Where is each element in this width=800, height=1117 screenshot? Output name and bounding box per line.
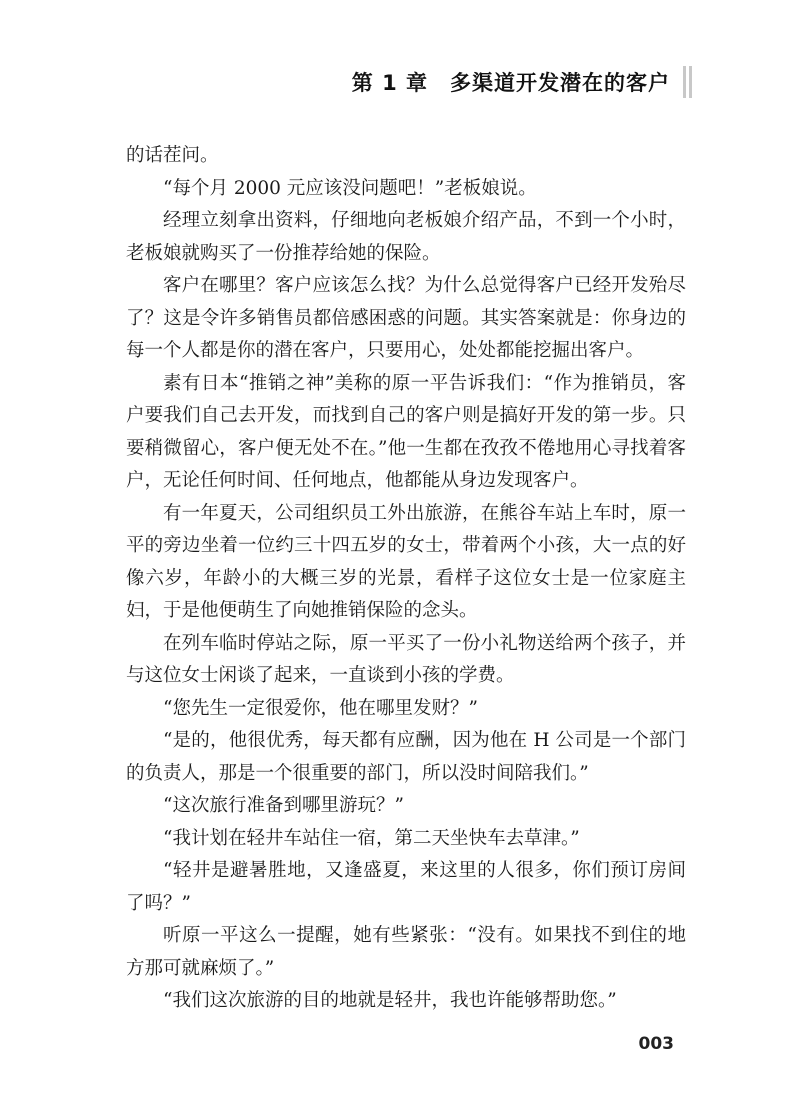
paragraph: “您先生一定很爱你，他在哪里发财？” <box>163 697 478 719</box>
paragraph: 素有日本“推销之神”美称的原一平告诉我们：“作为推销员，客户要我们自己去开发，而找到自己的客户则是搞好开发的第一步。只要稍微留心，客户便无处不在。”他一生都在孜孜不倦地用心寻找着客户，无论任何时间、任何地点，他都能从身边发现客户。 <box>126 372 686 491</box>
paragraph: “我计划在轻井车站住一宿，第二天坐快车去草津。” <box>163 827 580 849</box>
paragraph: 客户在哪里？客户应该怎么找？为什么总觉得客户已经开发殆尽了？这是令许多销售员都倍感困惑的问题。其实答案就是：你身边的每一个人都是你的潜在客户，只要用心，处处都能挖掘出客户。 <box>126 275 686 361</box>
paragraph: “每个月 2000 元应该没问题吧！”老板娘说。 <box>163 177 537 199</box>
header-bar <box>683 66 686 98</box>
paragraph: “是的，他很优秀，每天都有应酬，因为他在 H 公司是一个部门的负责人，那是一个很重要的部门，所以没时间陪我们。” <box>126 730 686 784</box>
running-header <box>352 66 692 98</box>
paragraph: “这次旅行准备到哪里游玩？” <box>163 795 404 816</box>
paragraph: “轻井是避暑胜地，又逢盛夏，来这里的人很多，你们预订房间了吗？” <box>126 860 686 914</box>
paragraph: 有一年夏天，公司组织员工外出旅游，在熊谷车站上车时，原一平的旁边坐着一位约三十四五岁的女士，带着两个小孩，大一点的好像六岁，年龄小的大概三岁的光景，看样子这位女士是一位家庭主妇，于是他便萌生了向她推销保险的念头。 <box>126 502 686 621</box>
page-number: 003 <box>638 1034 674 1054</box>
chapter-title: 第 1 章 多渠道开发潜在的客户 <box>351 71 670 95</box>
paragraph: 在列车临时停站之际，原一平买了一份小礼物送给两个孩子，并与这位女士闲谈了起来，一直谈到小孩的学费。 <box>126 632 686 686</box>
paragraph: 经理立刻拿出资料，仔细地向老板娘介绍产品，不到一个小时，老板娘就购买了一份推荐给她的保险。 <box>126 210 686 264</box>
paragraph: 的话茬问。 <box>126 145 219 166</box>
paragraph: 听原一平这么一提醒，她有些紧张：“没有。如果找不到住的地方那可就麻烦了。” <box>126 925 686 979</box>
header-bar <box>689 66 692 98</box>
body-text <box>126 140 686 1018</box>
paragraph: “我们这次旅游的目的地就是轻井，我也许能够帮助您。” <box>163 990 617 1011</box>
header-decoration-bars <box>680 66 692 98</box>
